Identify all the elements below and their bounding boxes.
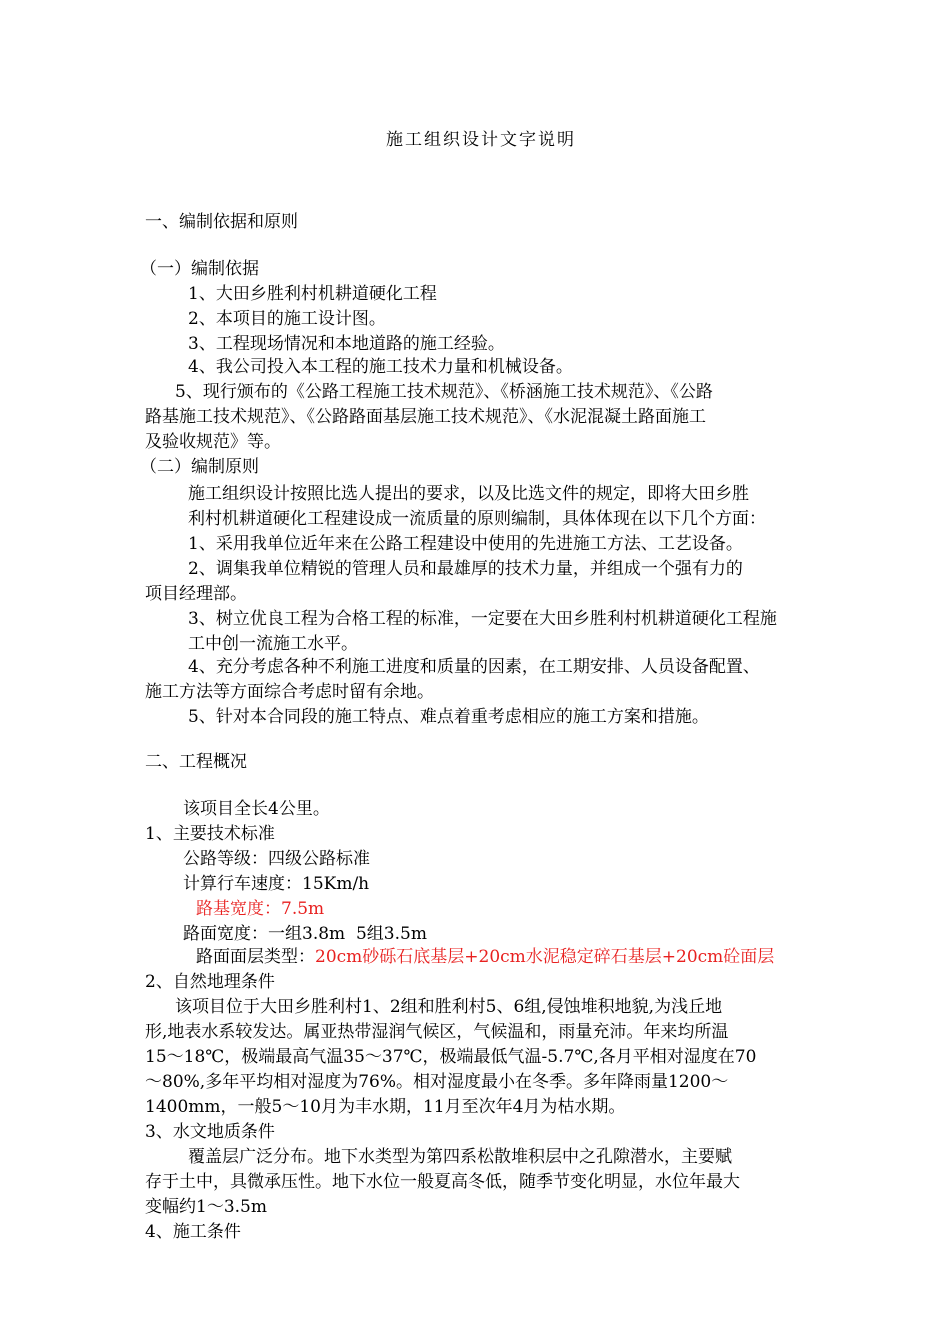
paragraph-line: 该项目全长4公里。	[183, 799, 330, 819]
spec-road-grade: 公路等级：四级公路标准	[183, 849, 370, 869]
subsection-heading: 3、水文地质条件	[145, 1122, 275, 1142]
list-item: 3、工程现场情况和本地道路的施工经验。	[188, 334, 505, 354]
spec-pavement-layer	[196, 945, 774, 969]
list-item: 1、大田乡胜利村机耕道硬化工程	[188, 284, 437, 304]
list-item: 5、现行颁布的《公路工程施工技术规范》、《桥涵施工技术规范》、《公路	[175, 382, 713, 402]
list-item: 4、充分考虑各种不利施工进度和质量的因素，在工期安排、人员设备配置、	[188, 657, 760, 677]
list-item: 4、我公司投入本工程的施工技术力量和机械设备。	[188, 357, 573, 377]
subsection-heading: 2、自然地理条件	[145, 972, 275, 992]
spec-roadbed-width: 路基宽度：7.5m	[196, 899, 325, 919]
paragraph-line: 1400mm，一般5～10月为丰水期，11月至次年4月为枯水期。	[145, 1097, 626, 1117]
spec-pavement-layer-label: 路面面层类型：	[196, 947, 315, 967]
list-item-continued: 项目经理部。	[145, 584, 247, 604]
list-item-continued: 路基施工技术规范》、《公路路面基层施工技术规范》、《水泥混凝土路面施工	[145, 407, 706, 427]
spec-design-speed: 计算行车速度：15Km/h	[183, 874, 370, 894]
paragraph-line: 该项目位于大田乡胜利村1、2组和胜利村5、6组,侵蚀堆积地貌,为浅丘地	[175, 997, 723, 1017]
subsection-heading: （二）编制原则	[140, 457, 259, 477]
section-heading: 二、工程概况	[145, 752, 247, 772]
list-item-continued: 及验收规范》等。	[145, 432, 281, 452]
paragraph-line: 形,地表水系较发达。属亚热带湿润气候区，气候温和，雨量充沛。年来均所温	[145, 1022, 729, 1042]
list-item: 3、树立优良工程为合格工程的标准，一定要在大田乡胜利村机耕道硬化工程施	[188, 609, 777, 629]
list-item: 2、调集我单位精锐的管理人员和最雄厚的技术力量，并组成一个强有力的	[188, 559, 743, 579]
paragraph-line: 施工组织设计按照比选人提出的要求，以及比选文件的规定，即将大田乡胜	[188, 484, 749, 504]
list-item-continued: 施工方法等方面综合考虑时留有余地。	[145, 682, 434, 702]
paragraph-line: 覆盖层广泛分布。地下水类型为第四系松散堆积层中之孔隙潜水，主要赋	[188, 1147, 732, 1167]
list-item: 2、本项目的施工设计图。	[188, 309, 386, 329]
spec-pavement-layer-value: 20cm砂砾石底基层+20cm水泥稳定碎石基层+20cm砼面层	[315, 947, 775, 967]
section-heading: 一、编制依据和原则	[145, 212, 298, 232]
spec-pavement-width: 路面宽度：一组3.8m 5组3.5m	[183, 924, 427, 944]
paragraph-line: 变幅约1～3.5m	[145, 1197, 267, 1217]
list-item: 1、采用我单位近年来在公路工程建设中使用的先进施工方法、工艺设备。	[188, 534, 743, 554]
paragraph-line: 利村机耕道硬化工程建设成一流质量的原则编制，具体体现在以下几个方面：	[188, 509, 766, 529]
list-item-continued: 工中创一流施工水平。	[188, 634, 358, 654]
subsection-heading: 4、施工条件	[145, 1222, 241, 1242]
list-item: 5、针对本合同段的施工特点、难点着重考虑相应的施工方案和措施。	[188, 707, 709, 727]
subsection-heading: 1、主要技术标准	[145, 824, 275, 844]
paragraph-line: 15～18℃，极端最高气温35～37℃，极端最低气温-5.7℃,各月平相对湿度在70	[145, 1047, 757, 1067]
document-title: 施工组织设计文字说明	[386, 130, 576, 150]
subsection-heading: （一）编制依据	[140, 259, 259, 279]
paragraph-line: 存于土中，具微承压性。地下水位一般夏高冬低，随季节变化明显，水位年最大	[145, 1172, 740, 1192]
paragraph-line: ～80%,多年平均相对湿度为76%。相对湿度最小在冬季。多年降雨量1200～	[145, 1072, 729, 1092]
